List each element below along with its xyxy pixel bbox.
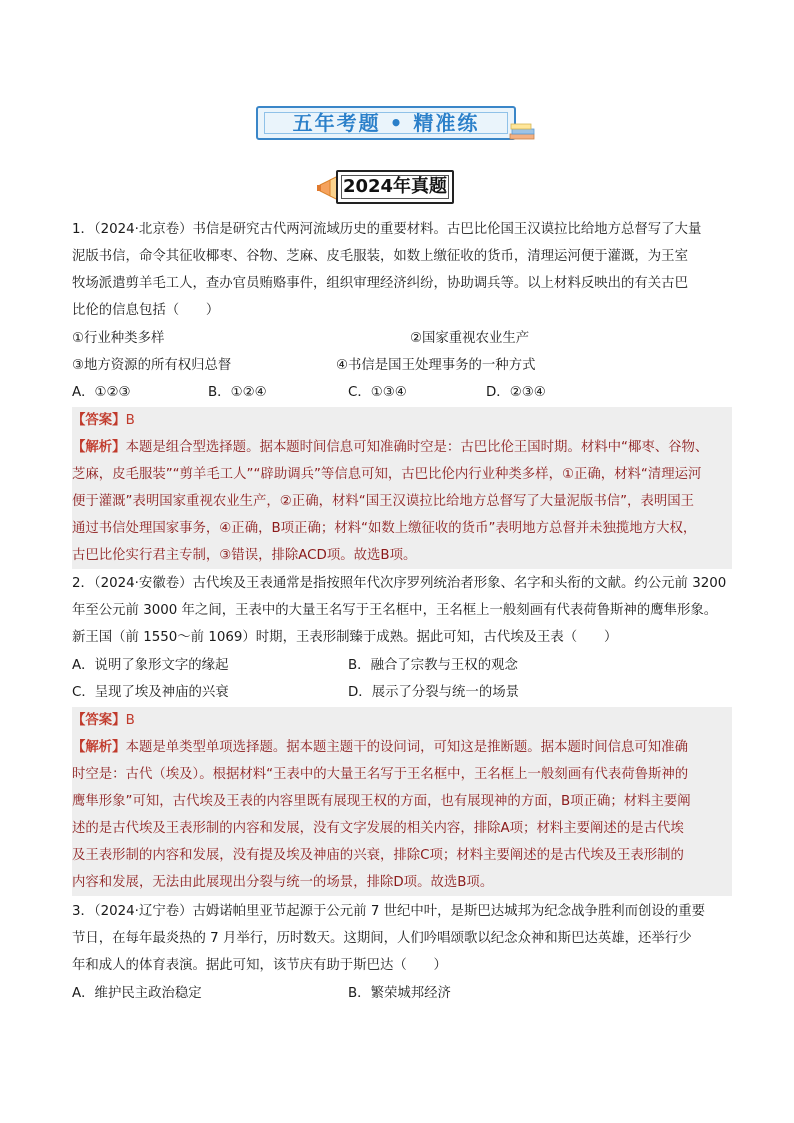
option: B．繁荣城邦经济: [348, 986, 451, 1001]
option: D．展示了分裂与统一的场景: [348, 685, 519, 700]
analysis-line: [72, 734, 732, 761]
option: A．维护民主政治稳定: [72, 986, 202, 1001]
analysis-line: 便于灌溉”表明国家重视农业生产，②正确，材料“国王汉谟拉比给地方总督写了大量泥版书信”，表明国王: [72, 494, 695, 509]
analysis-line: 鹰隼形象”可知，古代埃及王表的内容里既有展现王权的方面，也有展现神的方面，B项正确；材料主要阐: [72, 794, 691, 809]
answer-label: 【答案】: [72, 713, 126, 728]
option: D．②③④: [486, 385, 546, 400]
question-1-stem-line: 比伦的信息包括（ ）: [72, 303, 220, 318]
question-2-answer-block: [72, 707, 732, 896]
answer-line: [72, 707, 732, 734]
question-1-options: [72, 379, 732, 406]
books-icon: [508, 120, 538, 142]
question-1-statements-row-1: [72, 325, 732, 352]
analysis-line: 通过书信处理国家事务，④正确，B项正确；材料“如数上缴征收的货币”表明地方总督并未独揽地方大权，: [72, 521, 697, 536]
banner-title: 五年考题 • 精准练: [292, 111, 480, 135]
question-1-stem: [72, 216, 732, 324]
analysis-line: 古巴比伦实行君主专制，③错误，排除ACD项。故选B项。: [72, 548, 417, 563]
analysis-line: 及王表形制的内容和发展，没有提及埃及神庙的兴衰，排除C项；材料主要阐述的是古代埃及王表形制的: [72, 848, 684, 863]
question-3-stem-line: 节日，在每年最炎热的 7 月举行，历时数天。这期间，人们吟唱颂歌以纪念众神和斯巴达英雄，还举行少: [72, 931, 692, 946]
section-title: 2024年真题: [342, 176, 448, 197]
question-2-options-row-2: [72, 679, 732, 706]
analysis-line: 芝麻，皮毛服装”“剪羊毛工人”“辟助调兵”等信息可知，古巴比伦内行业种类多样，①正确，材料“清理运河: [72, 467, 702, 482]
question-1-stem-line: 牧场派遣剪羊毛工人，查办官员贿赂事件，组织审理经济纠纷，协助调兵等。以上材料反映出的有关古巴: [72, 276, 688, 291]
question-2-stem-line: 新王国（前 1550～前 1069）时期，王表形制臻于成熟。据此可知，古代埃及王表（ ）: [72, 630, 618, 645]
question-3-stem: [72, 898, 732, 979]
section-heading: [316, 170, 456, 206]
question-2-options-row-1: [72, 652, 732, 679]
analysis-label: 【解析】: [72, 740, 126, 755]
statement: ④书信是国王处理事务的一种方式: [336, 358, 536, 373]
option: A．说明了象形文字的缘起: [72, 658, 229, 673]
answer-value: B: [125, 713, 135, 728]
option: C．呈现了埃及神庙的兴衰: [72, 685, 229, 700]
analysis-line: [72, 434, 732, 461]
option: C．①③④: [348, 385, 407, 400]
statement: ③地方资源的所有权归总督: [72, 358, 232, 373]
analysis-line: 述的是古代埃及王表形制的内容和发展，没有文字发展的相关内容，排除A项；材料主要阐述的是古代埃: [72, 821, 684, 836]
analysis-label: 【解析】: [72, 440, 126, 455]
header-banner: [256, 106, 538, 144]
answer-line: [72, 407, 732, 434]
analysis-line: 内容和发展，无法由此展现出分裂与统一的场景，排除D项。故选B项。: [72, 875, 494, 890]
question-1-stem-line: 泥版书信，命令其征收椰枣、谷物、芝麻、皮毛服装，如数上缴征收的货币，清理运河便于灌溉，为王室: [72, 249, 688, 264]
question-1-stem-line: 1．（2024·北京卷）书信是研究古代两河流域历史的重要材料。古巴比伦国王汉谟拉比给地方总督写了大量: [72, 222, 702, 237]
option: A．①②③: [72, 385, 131, 400]
answer-value: B: [125, 413, 135, 428]
question-3-stem-line: 年和成人的体育表演。据此可知，该节庆有助于斯巴达（ ）: [72, 958, 447, 973]
option: B．融合了宗教与王权的观念: [348, 658, 518, 673]
analysis-text: 本题是单类型单项选择题。据本题主题干的设问词，可知这是推断题。据本题时间信息可知准确: [125, 740, 688, 755]
answer-label: 【答案】: [72, 413, 126, 428]
question-2-stem: [72, 570, 732, 651]
question-1-answer-block: [72, 407, 732, 569]
question-2-stem-line: 2．（2024·安徽卷）古代埃及王表通常是指按照年代次序罗列统治者形象、名字和头衔的文献。约公元前 3200: [72, 576, 727, 591]
analysis-line: 时空是：古代（埃及）。根据材料“王表中的大量王名写于王名框中，王名框上一般刻画有代表荷鲁斯神的: [72, 767, 689, 782]
question-1-statements-row-2: [72, 352, 732, 379]
option: B．①②④: [208, 385, 267, 400]
question-2-stem-line: 年至公元前 3000 年之间，王表中的大量王名写于王名框中，王名框上一般刻画有代表荷鲁斯神的鹰隼形象。: [72, 603, 718, 618]
question-3-options-row-1: [72, 980, 732, 1007]
statement: ②国家重视农业生产: [410, 331, 530, 346]
analysis-text: 本题是组合型选择题。据本题时间信息可知准确时空是：古巴比伦王国时期。材料中“椰枣、谷物、: [125, 440, 709, 455]
question-3-stem-line: 3．（2024·辽宁卷）古姆诺帕里亚节起源于公元前 7 世纪中叶，是斯巴达城邦为纪念战争胜利而创设的重要: [72, 904, 705, 919]
statement: ①行业种类多样: [72, 331, 165, 346]
